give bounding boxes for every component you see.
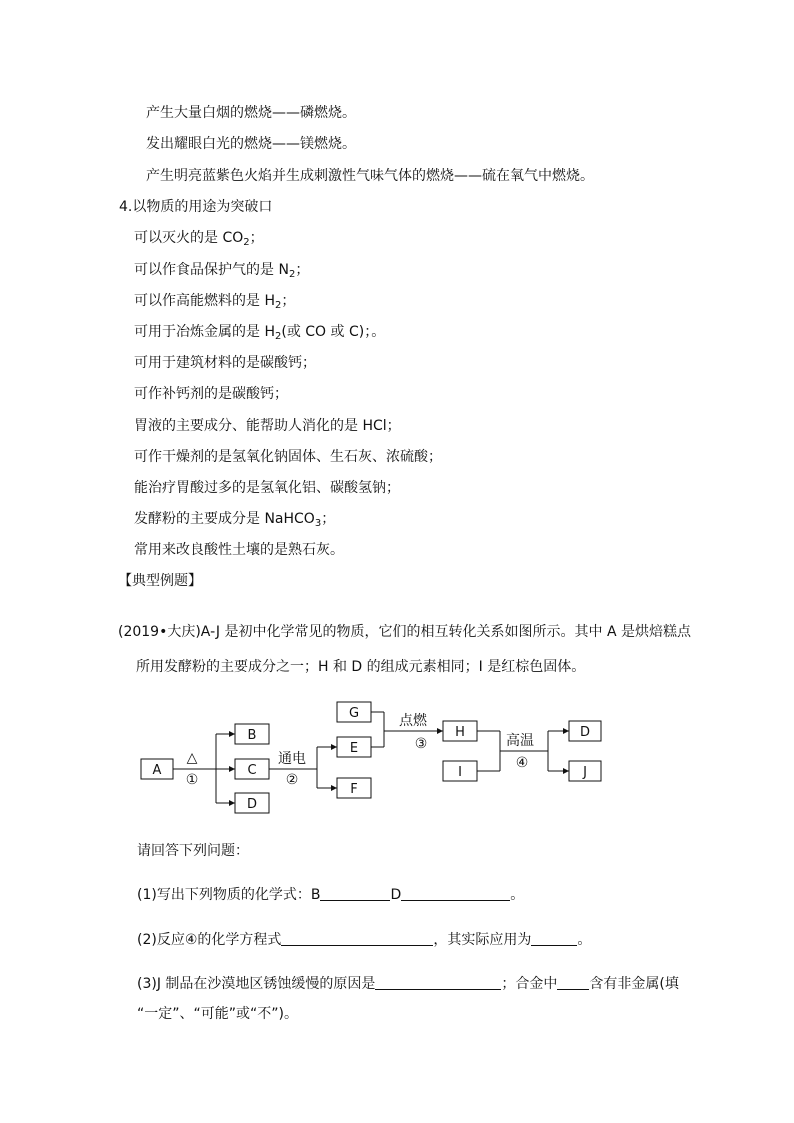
answer-blank-reason[interactable] bbox=[375, 975, 501, 990]
example-intro-line-2: 所用发酵粉的主要成分之一；H 和 D 的组成元素相同；I 是红棕色固体。 bbox=[136, 659, 586, 675]
answer-blank-b[interactable] bbox=[320, 886, 390, 901]
use-item: 可作干燥剂的是氢氧化钠固体、生石灰、浓硫酸； bbox=[134, 449, 442, 465]
section-heading: 4.以物质的用途为突破口 bbox=[119, 199, 273, 215]
node-d-product-label: D bbox=[579, 725, 591, 740]
use-item: 发酵粉的主要成分是 NaHCO$_3$； bbox=[134, 511, 336, 529]
node-f-label: F bbox=[350, 782, 358, 797]
example-intro-line-1: (2019•大庆)A-J 是初中化学常见的物质，它们的相互转化关系如图所示。其中 A 是烘焙糕点 bbox=[118, 624, 691, 640]
answer-blank-equation[interactable] bbox=[281, 931, 433, 946]
example-header: 【典型例题】 bbox=[118, 573, 202, 589]
condition-ignite: 点燃 bbox=[399, 713, 427, 729]
question-2: (2)反应④的化学方程式 ，其实际应用为 。 bbox=[137, 932, 592, 948]
answer-blank-application[interactable] bbox=[531, 931, 577, 946]
condition-high-temp: 高温 bbox=[506, 733, 534, 749]
use-item: 能治疗胃酸过多的是氢氧化铝、碳酸氢钠； bbox=[134, 480, 400, 496]
question-3-continued: “一定”、“可能”或“不”)。 bbox=[137, 1006, 298, 1022]
arrow-head bbox=[331, 785, 337, 791]
condition-heat: △ bbox=[186, 750, 198, 766]
burning-line-1: 产生大量白烟的燃烧——磷燃烧。 bbox=[146, 105, 356, 121]
answer-blank-nonmetal[interactable] bbox=[557, 975, 589, 990]
question-1: (1)写出下列物质的化学式：B D 。 bbox=[137, 887, 525, 903]
use-item: 胃液的主要成分、能帮助人消化的是 HCl； bbox=[134, 418, 401, 434]
condition-step-3: ③ bbox=[414, 736, 428, 752]
use-item: 可以作高能燃料的是 $H_2$； bbox=[134, 293, 296, 311]
use-item: 可以灭火的是 $CO_2$； bbox=[134, 230, 264, 248]
burning-line-3: 产生明亮蓝紫色火焰并生成刺激性气味气体的燃烧——硫在氧气中燃烧。 bbox=[146, 168, 594, 184]
arrow-head bbox=[229, 731, 235, 737]
node-h-label: H bbox=[455, 725, 465, 740]
use-item: 可用于建筑材料的是碳酸钙； bbox=[134, 355, 316, 371]
arrow-head bbox=[563, 728, 569, 734]
node-b-label: B bbox=[247, 728, 257, 743]
condition-step-2: ② bbox=[285, 772, 299, 788]
burning-line-2: 发出耀眼白光的燃烧——镁燃烧。 bbox=[146, 136, 356, 152]
use-item: 可以作食品保护气的是 $N_2$； bbox=[134, 262, 310, 280]
use-item: 可作补钙剂的是碳酸钙； bbox=[134, 386, 288, 402]
answer-blank-d[interactable] bbox=[401, 886, 510, 901]
node-j-label: J bbox=[583, 765, 587, 780]
arrow-head bbox=[229, 766, 235, 772]
node-e-label: E bbox=[349, 741, 359, 756]
condition-step-1: ① bbox=[185, 772, 199, 788]
arrow-head bbox=[229, 800, 235, 806]
arrow-head bbox=[437, 728, 443, 734]
arrow-head bbox=[331, 744, 337, 750]
use-item: 常用来改良酸性土壤的是熟石灰。 bbox=[134, 542, 344, 558]
node-a-label: A bbox=[152, 763, 162, 778]
question-3: (3)J 制品在沙漠地区锈蚀缓慢的原因是 ；合金中 含有非金属(填 bbox=[137, 976, 679, 992]
node-c-label: C bbox=[247, 763, 257, 778]
node-i-label: I bbox=[458, 765, 462, 780]
arrow-head bbox=[563, 768, 569, 774]
condition-electrolysis: 通电 bbox=[278, 751, 306, 767]
node-g-label: G bbox=[348, 706, 360, 721]
questions-prompt: 请回答下列问题： bbox=[137, 843, 249, 859]
condition-step-4: ④ bbox=[515, 755, 529, 771]
use-item: 可用于冶炼金属的是 $H_2$(或 CO 或 C)；。 bbox=[134, 324, 386, 342]
node-d-label: D bbox=[246, 797, 258, 812]
